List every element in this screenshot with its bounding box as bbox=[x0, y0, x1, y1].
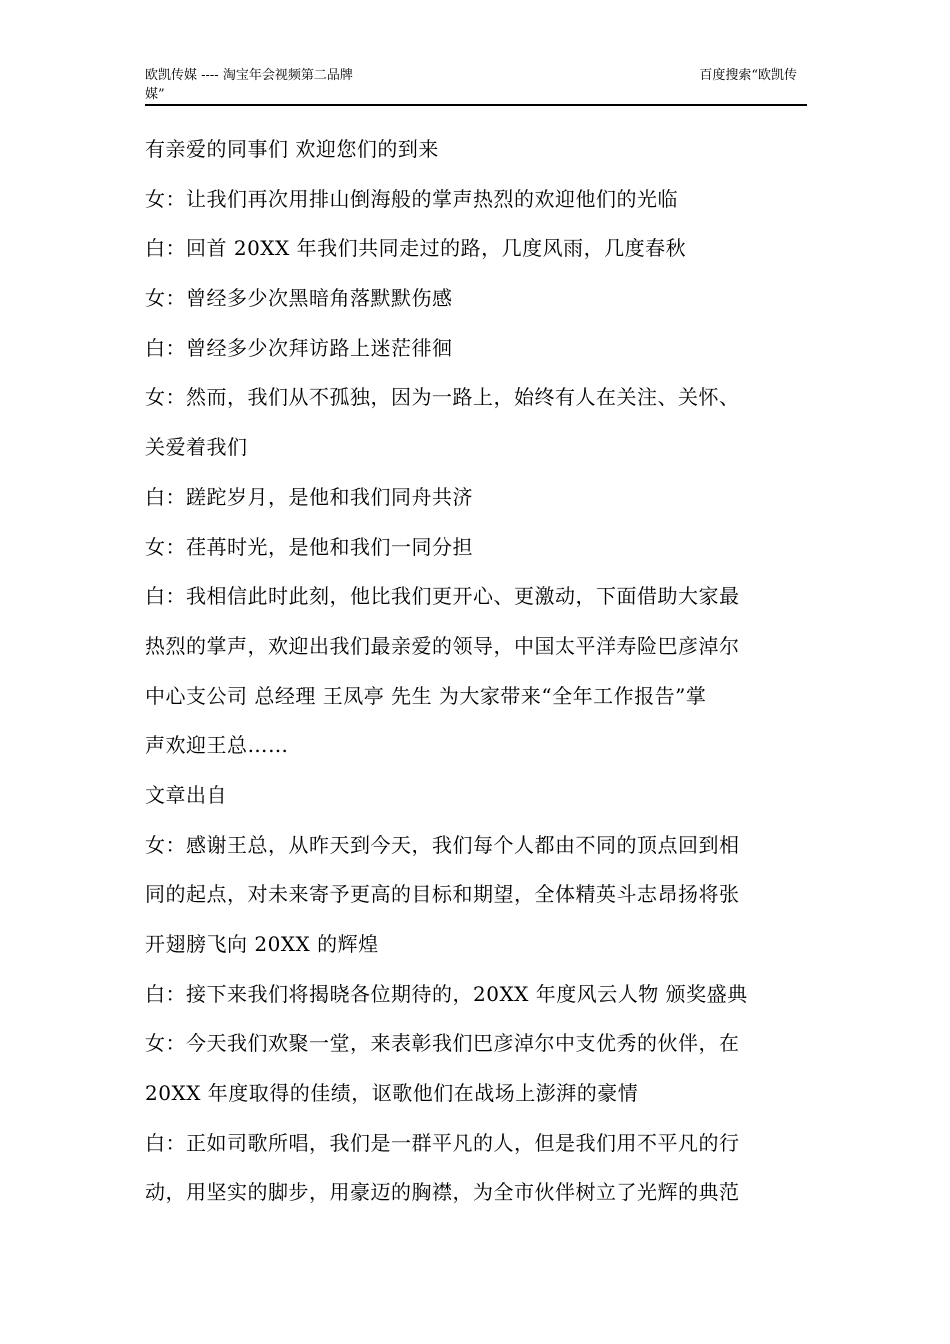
text-line: 热烈的掌声，欢迎出我们最亲爱的领导，中国太平洋寿险巴彦淖尔 bbox=[145, 633, 740, 658]
text-line: 关爱着我们 bbox=[145, 435, 248, 460]
text-line: 动，用坚实的脚步，用豪迈的胸襟，为全市伙伴树立了光辉的典范 bbox=[145, 1180, 740, 1205]
page-header bbox=[145, 66, 807, 106]
text-line: 女：让我们再次用排山倒海般的掌声热烈的欢迎他们的光临 bbox=[145, 186, 678, 211]
text-line: 同的起点，对未来寄予更高的目标和期望，全体精英斗志昂扬将张 bbox=[145, 882, 740, 907]
text-line: 声欢迎王总…… bbox=[145, 733, 289, 758]
text-line: 白：回首 20XX 年我们共同走过的路，几度风雨，几度春秋 bbox=[145, 236, 687, 261]
text-line: 白：我相信此时此刻，他比我们更开心、更激动，下面借助大家最 bbox=[145, 584, 740, 609]
text-line: 白：接下来我们将揭晓各位期待的，20XX 年度风云人物 颁奖盛典 bbox=[145, 981, 748, 1006]
text-line: 白：蹉跎岁月，是他和我们同舟共济 bbox=[145, 484, 473, 509]
text-line: 女：荏苒时光，是他和我们一同分担 bbox=[145, 534, 473, 559]
document-body bbox=[145, 125, 807, 1218]
text-line: 中心支公司 总经理 王凤亭 先生 为大家带来“全年工作报告”掌 bbox=[145, 683, 707, 708]
text-line: 有亲爱的同事们 欢迎您们的到来 bbox=[145, 137, 439, 161]
text-line: 开翅膀飞向 20XX 的辉煌 bbox=[145, 932, 379, 956]
header-right-text: 百度搜索“欧凯传 bbox=[699, 68, 797, 83]
header-left-line2: 媒” bbox=[145, 87, 165, 102]
text-line: 女：今天我们欢聚一堂，来表彰我们巴彦淖尔中支优秀的伙伴，在 bbox=[145, 1031, 740, 1056]
text-line: 女：然而，我们从不孤独，因为一路上，始终有人在关注、关怀、 bbox=[145, 385, 740, 410]
header-left-text bbox=[145, 66, 405, 104]
text-line: 女：曾经多少次黑暗角落默默伤感 bbox=[145, 286, 453, 311]
text-line: 女：感谢王总，从昨天到今天，我们每个人都由不同的顶点回到相 bbox=[145, 832, 740, 857]
text-line: 20XX 年度取得的佳绩，讴歌他们在战场上澎湃的豪情 bbox=[145, 1081, 639, 1106]
text-line: 白：曾经多少次拜访路上迷茫徘徊 bbox=[145, 335, 453, 360]
text-line: 白：正如司歌所唱，我们是一群平凡的人，但是我们用不平凡的行 bbox=[145, 1130, 740, 1155]
text-line: 文章出自 bbox=[145, 782, 227, 807]
header-left-line1: 欧凯传媒 ---- 淘宝年会视频第二品牌 bbox=[145, 68, 353, 83]
